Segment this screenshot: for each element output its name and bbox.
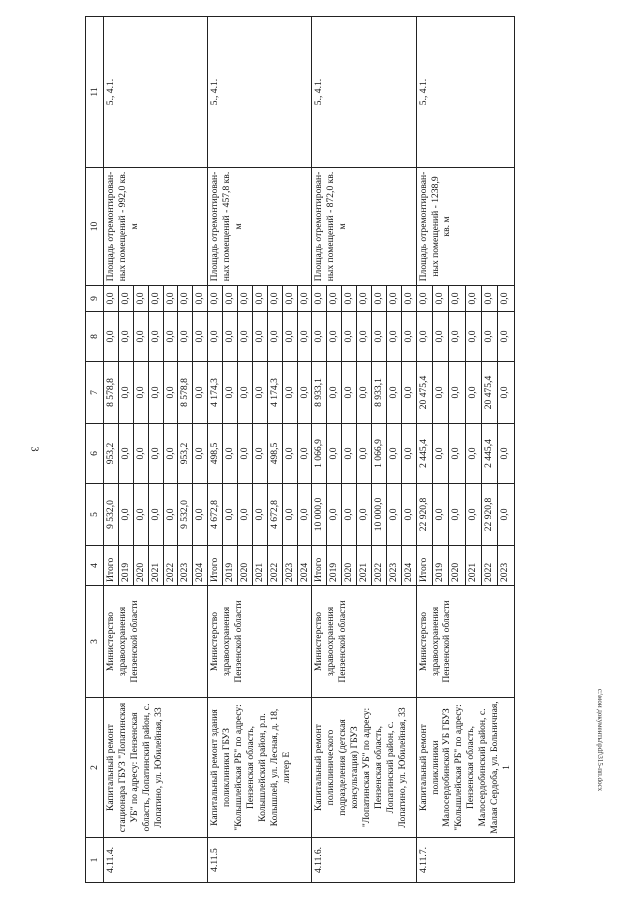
- federal-budget-cell: 0,0: [357, 362, 372, 424]
- other-cell: 0,0: [482, 286, 498, 312]
- total-cell: 22 920,8: [482, 484, 498, 546]
- item-name: Капитальный ремонт стационара ГБУЗ "Лопатинская УБ" по адресу: Пензенская область, Лопатинский район, с. Лопатино, ул. Юбилейная, 33: [104, 698, 208, 838]
- page-number: 3: [28, 446, 40, 452]
- executor: Министерство здравоохранения Пензенской области: [416, 586, 514, 698]
- local-budget-cell: 0,0: [133, 312, 148, 362]
- item-number: 4.11.5: [208, 838, 312, 883]
- item-number: 4.11.6.: [312, 838, 416, 883]
- regional-budget-cell: 953,2: [178, 424, 193, 484]
- year-cell: 2024: [193, 546, 208, 586]
- federal-budget-cell: 0,0: [193, 362, 208, 424]
- regional-budget-cell: 1 066,9: [312, 424, 327, 484]
- year-cell: 2021: [252, 546, 267, 586]
- target-reference: 5., 4.1.: [416, 17, 514, 168]
- year-cell: 2023: [498, 546, 514, 586]
- federal-budget-cell: 0,0: [223, 362, 238, 424]
- table-row: [312, 17, 327, 883]
- result-indicator: Площадь отремонтирован-ных помещений - 872,0 кв. м: [312, 168, 416, 286]
- regional-budget-cell: 0,0: [433, 424, 449, 484]
- federal-budget-cell: 8 578,8: [178, 362, 193, 424]
- federal-budget-cell: 20 475,4: [482, 362, 498, 424]
- item-name: Капитальный ремонт поликлинического подразделения (детская консультация) ГБУЗ "Лопатинская УБ" по адресу: Пензенская область, Лопатинский район, с. Лопатино, ул. Юбилейная, 33: [312, 698, 416, 838]
- regional-budget-cell: 0,0: [148, 424, 163, 484]
- regional-budget-cell: 0,0: [449, 424, 465, 484]
- item-number: 4.11.7.: [416, 838, 514, 883]
- header-col-11: 11: [86, 17, 104, 168]
- local-budget-cell: 0,0: [208, 312, 223, 362]
- year-cell: 2020: [238, 546, 253, 586]
- local-budget-cell: 0,0: [223, 312, 238, 362]
- federal-budget-cell: 0,0: [282, 362, 297, 424]
- header-col-5: 5: [86, 484, 104, 546]
- total-cell: 0,0: [148, 484, 163, 546]
- local-budget-cell: 0,0: [342, 312, 357, 362]
- federal-budget-cell: 8 933,1: [372, 362, 387, 424]
- item-name: Капитальный ремонт здания поликлиники ГБУЗ "Колышлейская РБ" по адресу: Пензенская область, Колышлейский район, р.п. Колышлей, ул. Лесная, д. 18, литер Е: [208, 698, 312, 838]
- federal-budget-cell: 0,0: [238, 362, 253, 424]
- other-cell: 0,0: [133, 286, 148, 312]
- regional-budget-cell: 0,0: [163, 424, 178, 484]
- other-cell: 0,0: [163, 286, 178, 312]
- total-cell: 0,0: [433, 484, 449, 546]
- year-cell: 2019: [433, 546, 449, 586]
- total-cell: 10 000,0: [372, 484, 387, 546]
- table-row: [104, 17, 119, 883]
- total-cell: 0,0: [327, 484, 342, 546]
- local-budget-cell: 0,0: [401, 312, 416, 362]
- regional-budget-cell: 1 066,9: [372, 424, 387, 484]
- regional-budget-cell: 0,0: [465, 424, 481, 484]
- federal-budget-cell: 0,0: [148, 362, 163, 424]
- local-budget-cell: 0,0: [118, 312, 133, 362]
- other-cell: 0,0: [252, 286, 267, 312]
- year-cell: 2021: [465, 546, 481, 586]
- local-budget-cell: 0,0: [312, 312, 327, 362]
- federal-budget-cell: 8 578,8: [104, 362, 119, 424]
- federal-budget-cell: 0,0: [118, 362, 133, 424]
- local-budget-cell: 0,0: [449, 312, 465, 362]
- year-cell: Итого: [312, 546, 327, 586]
- local-budget-cell: 0,0: [482, 312, 498, 362]
- year-cell: 2019: [118, 546, 133, 586]
- regional-budget-cell: 0,0: [223, 424, 238, 484]
- regional-budget-cell: 0,0: [133, 424, 148, 484]
- other-cell: 0,0: [372, 286, 387, 312]
- header-col-2: 2: [86, 698, 104, 838]
- other-cell: 0,0: [208, 286, 223, 312]
- other-cell: 0,0: [401, 286, 416, 312]
- result-indicator: Площадь отремонтирован-ных помещений - 1238,9 кв. м: [416, 168, 514, 286]
- year-cell: 2022: [482, 546, 498, 586]
- federal-budget-cell: 4 174,3: [208, 362, 223, 424]
- other-cell: 0,0: [148, 286, 163, 312]
- other-cell: 0,0: [193, 286, 208, 312]
- other-cell: 0,0: [449, 286, 465, 312]
- table-row: [208, 17, 223, 883]
- local-budget-cell: 0,0: [433, 312, 449, 362]
- regional-budget-cell: 0,0: [386, 424, 401, 484]
- total-cell: 4 672,8: [267, 484, 282, 546]
- year-cell: Итого: [416, 546, 432, 586]
- local-budget-cell: 0,0: [297, 312, 312, 362]
- federal-budget-cell: 0,0: [433, 362, 449, 424]
- executor: Министерство здравоохранения Пензенской области: [208, 586, 312, 698]
- other-cell: 0,0: [327, 286, 342, 312]
- total-cell: 0,0: [401, 484, 416, 546]
- other-cell: 0,0: [386, 286, 401, 312]
- year-cell: 2023: [178, 546, 193, 586]
- other-cell: 0,0: [104, 286, 119, 312]
- federal-budget-cell: 0,0: [163, 362, 178, 424]
- local-budget-cell: 0,0: [465, 312, 481, 362]
- local-budget-cell: 0,0: [372, 312, 387, 362]
- regional-budget-cell: 0,0: [118, 424, 133, 484]
- total-cell: 0,0: [252, 484, 267, 546]
- header-col-4: 4: [86, 546, 104, 586]
- regional-budget-cell: 0,0: [342, 424, 357, 484]
- target-reference: 5., 4.1.: [208, 17, 312, 168]
- total-cell: 0,0: [193, 484, 208, 546]
- regional-budget-cell: 0,0: [297, 424, 312, 484]
- federal-budget-cell: 0,0: [342, 362, 357, 424]
- total-cell: 9 532,0: [178, 484, 193, 546]
- total-cell: 0,0: [133, 484, 148, 546]
- regional-budget-cell: 0,0: [193, 424, 208, 484]
- federal-budget-cell: 8 933,1: [312, 362, 327, 424]
- total-cell: 0,0: [118, 484, 133, 546]
- local-budget-cell: 0,0: [498, 312, 514, 362]
- year-cell: 2023: [386, 546, 401, 586]
- federal-budget-cell: 0,0: [465, 362, 481, 424]
- year-cell: 2024: [401, 546, 416, 586]
- target-reference: 5., 4.1.: [104, 17, 208, 168]
- other-cell: 0,0: [267, 286, 282, 312]
- local-budget-cell: 0,0: [104, 312, 119, 362]
- rotated-page: [85, 17, 564, 883]
- federal-budget-cell: 0,0: [386, 362, 401, 424]
- header-col-3: 3: [86, 586, 104, 698]
- header-col-7: 7: [86, 362, 104, 424]
- header-col-8: 8: [86, 312, 104, 362]
- other-cell: 0,0: [342, 286, 357, 312]
- total-cell: 0,0: [282, 484, 297, 546]
- year-cell: 2024: [297, 546, 312, 586]
- other-cell: 0,0: [465, 286, 481, 312]
- header-col-10: 10: [86, 168, 104, 286]
- year-cell: Итого: [104, 546, 119, 586]
- regional-budget-cell: 0,0: [282, 424, 297, 484]
- header-row: [86, 17, 104, 883]
- result-indicator: Площадь отремонтирован-ных помещений - 992,0 кв. м: [104, 168, 208, 286]
- executor: Министерство здравоохранения Пензенской области: [312, 586, 416, 698]
- local-budget-cell: 0,0: [357, 312, 372, 362]
- regional-budget-cell: 953,2: [104, 424, 119, 484]
- federal-budget-cell: 0,0: [133, 362, 148, 424]
- year-cell: 2022: [267, 546, 282, 586]
- local-budget-cell: 0,0: [178, 312, 193, 362]
- regional-budget-cell: 0,0: [401, 424, 416, 484]
- total-cell: 0,0: [449, 484, 465, 546]
- other-cell: 0,0: [498, 286, 514, 312]
- local-budget-cell: 0,0: [193, 312, 208, 362]
- table-row: [416, 17, 432, 883]
- other-cell: 0,0: [416, 286, 432, 312]
- year-cell: 2023: [282, 546, 297, 586]
- federal-budget-cell: 0,0: [498, 362, 514, 424]
- regional-budget-cell: 498,5: [208, 424, 223, 484]
- federal-budget-cell: 0,0: [401, 362, 416, 424]
- federal-budget-cell: 20 475,4: [416, 362, 432, 424]
- other-cell: 0,0: [297, 286, 312, 312]
- total-cell: 0,0: [465, 484, 481, 546]
- file-path-footer: c:\мои документы\pdf\315-пп.docx: [596, 688, 604, 792]
- local-budget-cell: 0,0: [327, 312, 342, 362]
- year-cell: 2022: [372, 546, 387, 586]
- total-cell: 0,0: [163, 484, 178, 546]
- total-cell: 0,0: [297, 484, 312, 546]
- other-cell: 0,0: [312, 286, 327, 312]
- total-cell: 0,0: [498, 484, 514, 546]
- regional-budget-cell: 2 445,4: [482, 424, 498, 484]
- year-cell: 2019: [327, 546, 342, 586]
- federal-budget-cell: 0,0: [297, 362, 312, 424]
- local-budget-cell: 0,0: [252, 312, 267, 362]
- header-col-1: 1: [86, 838, 104, 883]
- other-cell: 0,0: [118, 286, 133, 312]
- other-cell: 0,0: [357, 286, 372, 312]
- total-cell: 10 000,0: [312, 484, 327, 546]
- other-cell: 0,0: [238, 286, 253, 312]
- total-cell: 0,0: [386, 484, 401, 546]
- executor: Министерство здравоохранения Пензенской области: [104, 586, 208, 698]
- program-table: [85, 16, 515, 883]
- year-cell: 2021: [357, 546, 372, 586]
- local-budget-cell: 0,0: [148, 312, 163, 362]
- total-cell: 4 672,8: [208, 484, 223, 546]
- total-cell: 0,0: [357, 484, 372, 546]
- federal-budget-cell: 0,0: [252, 362, 267, 424]
- total-cell: 0,0: [342, 484, 357, 546]
- regional-budget-cell: 0,0: [327, 424, 342, 484]
- other-cell: 0,0: [282, 286, 297, 312]
- federal-budget-cell: 4 174,3: [267, 362, 282, 424]
- other-cell: 0,0: [223, 286, 238, 312]
- local-budget-cell: 0,0: [386, 312, 401, 362]
- year-cell: 2020: [342, 546, 357, 586]
- regional-budget-cell: 498,5: [267, 424, 282, 484]
- year-cell: 2020: [449, 546, 465, 586]
- year-cell: 2021: [148, 546, 163, 586]
- regional-budget-cell: 2 445,4: [416, 424, 432, 484]
- local-budget-cell: 0,0: [267, 312, 282, 362]
- local-budget-cell: 0,0: [282, 312, 297, 362]
- item-number: 4.11.4.: [104, 838, 208, 883]
- year-cell: Итого: [208, 546, 223, 586]
- other-cell: 0,0: [178, 286, 193, 312]
- local-budget-cell: 0,0: [238, 312, 253, 362]
- federal-budget-cell: 0,0: [327, 362, 342, 424]
- total-cell: 9 532,0: [104, 484, 119, 546]
- local-budget-cell: 0,0: [416, 312, 432, 362]
- regional-budget-cell: 0,0: [357, 424, 372, 484]
- federal-budget-cell: 0,0: [449, 362, 465, 424]
- regional-budget-cell: 0,0: [252, 424, 267, 484]
- result-indicator: Площадь отремонтирован-ных помещений - 457,8 кв. м: [208, 168, 312, 286]
- header-col-6: 6: [86, 424, 104, 484]
- year-cell: 2019: [223, 546, 238, 586]
- total-cell: 0,0: [238, 484, 253, 546]
- year-cell: 2022: [163, 546, 178, 586]
- regional-budget-cell: 0,0: [238, 424, 253, 484]
- regional-budget-cell: 0,0: [498, 424, 514, 484]
- other-cell: 0,0: [433, 286, 449, 312]
- total-cell: 22 920,8: [416, 484, 432, 546]
- header-col-9: 9: [86, 286, 104, 312]
- item-name: Капитальный ремонт поликлиники Малосердобинской УБ ГБУЗ "Колышлейская РБ" по адресу: Пензенская область, Малосердобинский район, с. Малая Сердоба, ул. Больничная, 1: [416, 698, 514, 838]
- target-reference: 5., 4.1.: [312, 17, 416, 168]
- year-cell: 2020: [133, 546, 148, 586]
- total-cell: 0,0: [223, 484, 238, 546]
- local-budget-cell: 0,0: [163, 312, 178, 362]
